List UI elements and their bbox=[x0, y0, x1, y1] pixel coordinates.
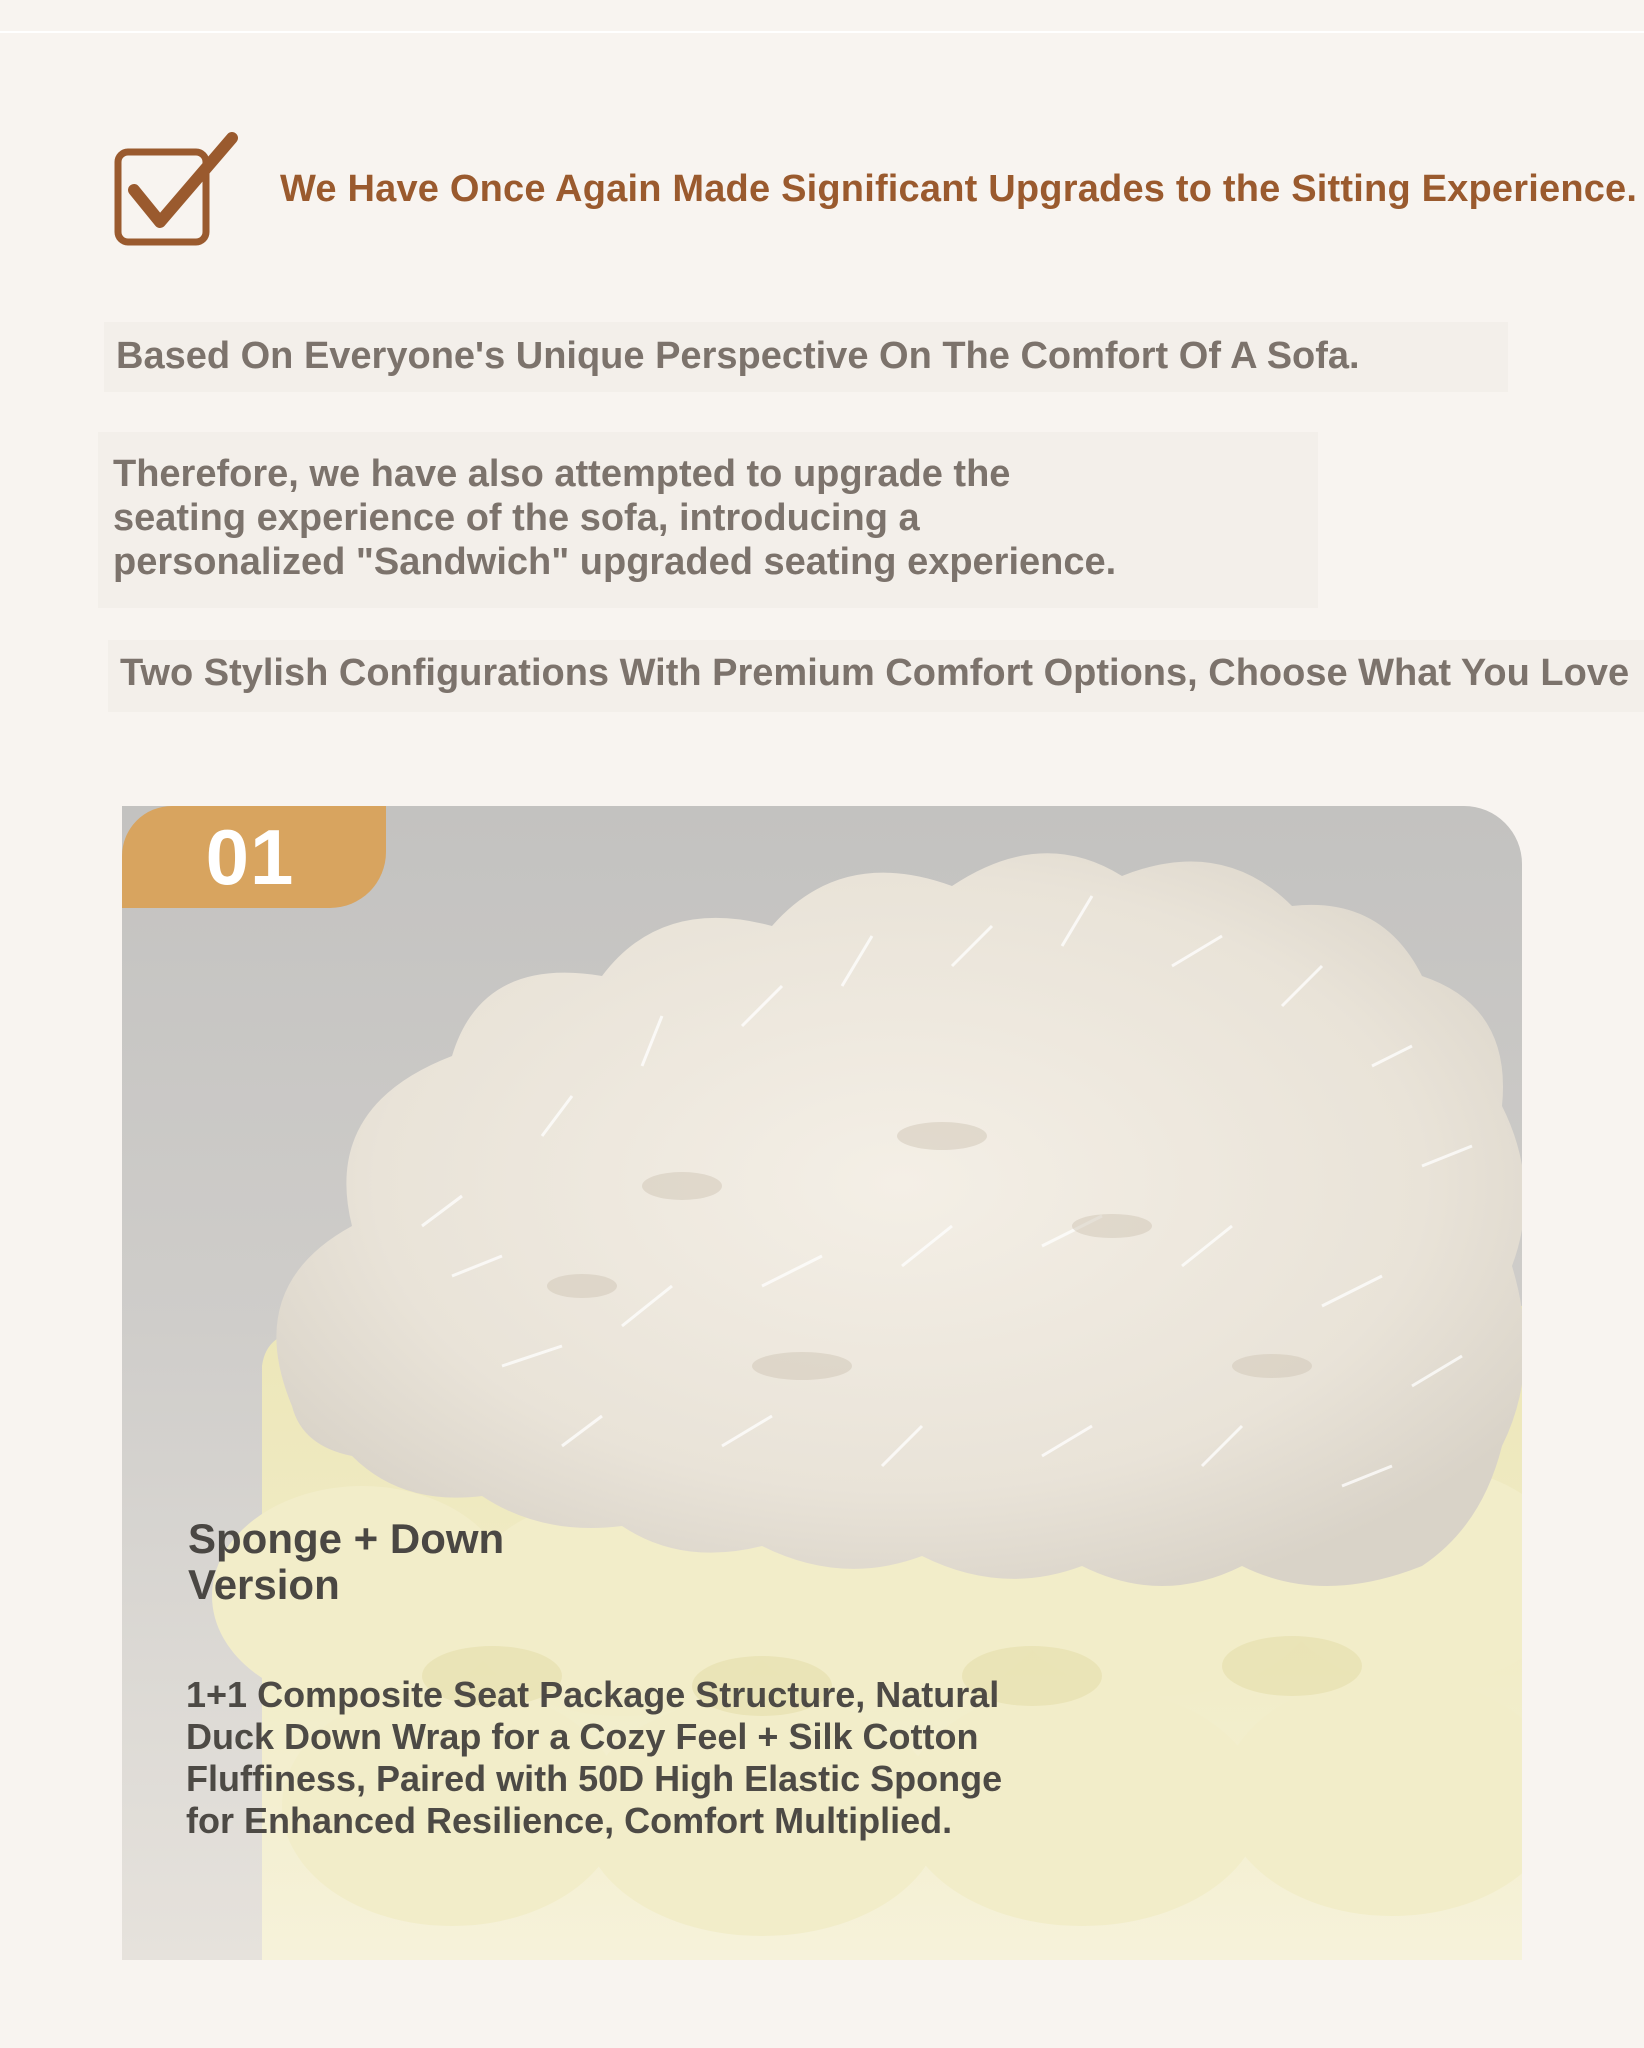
headline: We Have Once Again Made Significant Upgrades to the Sitting Experience. bbox=[280, 168, 1638, 210]
intro-line-1: Based On Everyone's Unique Perspective On The Comfort Of A Sofa. bbox=[116, 335, 1360, 377]
option-card bbox=[122, 806, 1522, 1960]
option-number-badge bbox=[122, 806, 386, 908]
intro-paragraph: Therefore, we have also attempted to upgrade the seating experience of the sofa, introducing a personalized "Sandwich" upgraded seating experience. bbox=[113, 453, 1117, 583]
option-description: 1+1 Composite Seat Package Structure, Natural Duck Down Wrap for a Cozy Feel + Silk Cotton Fluffiness, Paired with 50D High Elastic Sponge for Enhanced Resilience, Comfort Multiplied. bbox=[186, 1674, 1003, 1841]
checkbox-check-icon bbox=[110, 132, 238, 252]
intro-line-3: Two Stylish Configurations With Premium Comfort Options, Choose What You Love bbox=[120, 652, 1630, 694]
top-divider bbox=[0, 31, 1644, 33]
option-title: Sponge + Down Version bbox=[188, 1515, 505, 1608]
option-number: 01 bbox=[205, 812, 295, 901]
